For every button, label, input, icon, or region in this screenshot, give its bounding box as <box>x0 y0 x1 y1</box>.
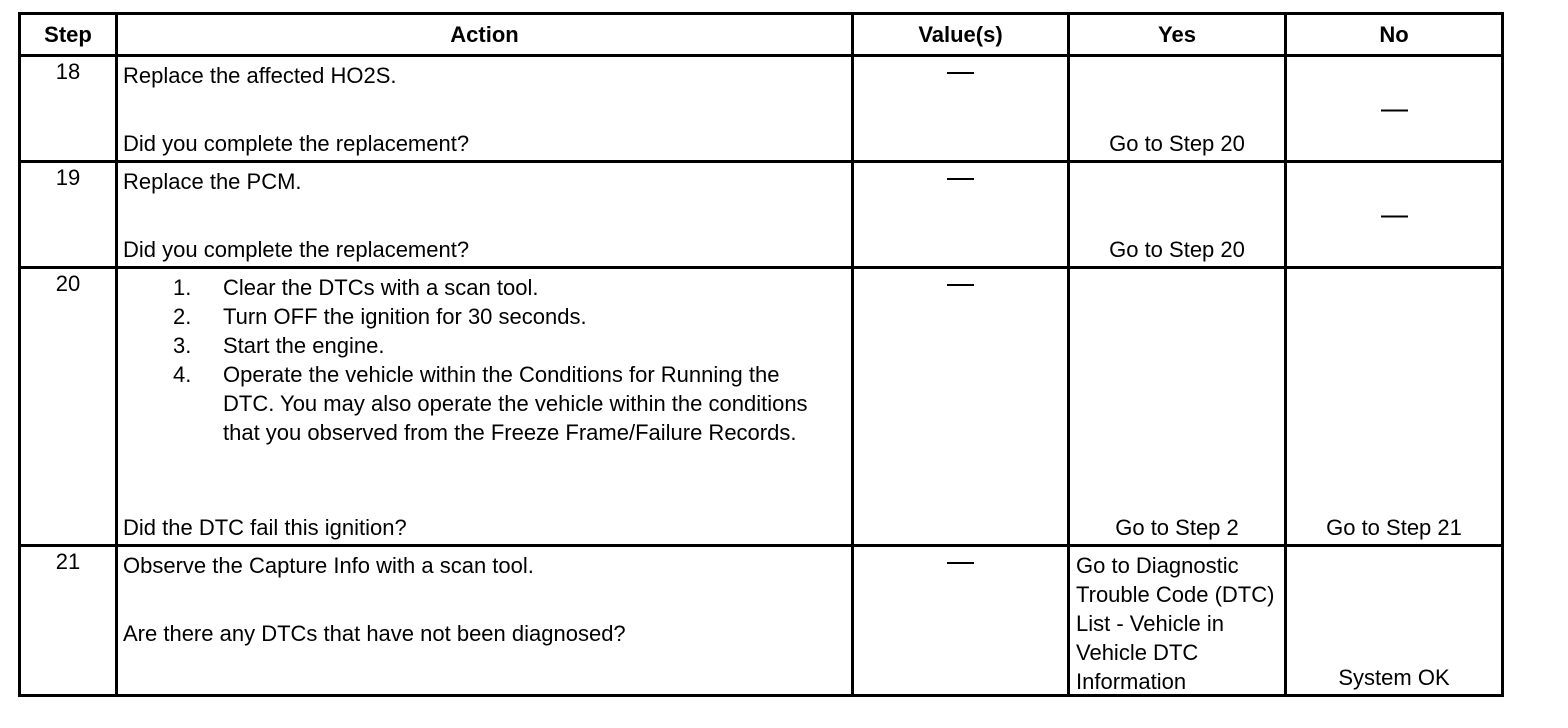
diagnostic-table <box>18 12 1504 697</box>
list-item: 1. Clear the DTCs with a scan tool. <box>173 275 539 300</box>
header-row <box>20 14 1503 56</box>
header-no: No <box>1286 14 1503 56</box>
header-values: Value(s) <box>853 14 1069 56</box>
yes-cell <box>1069 546 1286 696</box>
dash-mark <box>1381 215 1408 217</box>
table-row <box>20 268 1503 546</box>
value-cell <box>853 546 1069 696</box>
yes-result: Go to Diagnostic Trouble Code (DTC) List - Vehicle in Vehicle DTC Information <box>1076 553 1275 694</box>
step-number: 20 <box>20 268 117 546</box>
yes-cell <box>1069 162 1286 268</box>
action-cell <box>117 162 853 268</box>
step-number: 19 <box>20 162 117 268</box>
table-row <box>20 56 1503 162</box>
value-cell <box>853 162 1069 268</box>
action-question: Did the DTC fail this ignition? <box>123 515 407 540</box>
yes-cell <box>1069 56 1286 162</box>
action-list-wrap <box>123 273 847 447</box>
action-question: Did you complete the replacement? <box>123 131 470 156</box>
no-result: Go to Step 21 <box>1326 515 1462 540</box>
action-text: Replace the affected HO2S. <box>123 63 397 88</box>
no-cell <box>1286 546 1503 696</box>
dash-mark <box>947 72 974 74</box>
action-list <box>123 273 847 447</box>
yes-result: Go to Step 20 <box>1109 237 1245 262</box>
dash-mark <box>1381 109 1408 111</box>
no-cell <box>1286 56 1503 162</box>
yes-result: Go to Step 2 <box>1115 515 1239 540</box>
dash-mark <box>947 562 974 564</box>
list-item: 2. Turn OFF the ignition for 30 seconds. <box>173 304 587 329</box>
no-result: System OK <box>1338 665 1450 690</box>
yes-cell <box>1069 268 1286 546</box>
action-cell <box>117 546 853 696</box>
no-result <box>1287 94 1501 123</box>
action-text: Observe the Capture Info with a scan tool. <box>123 553 534 578</box>
action-cell <box>117 56 853 162</box>
action-question: Did you complete the replacement? <box>123 237 470 262</box>
list-item: 3. Start the engine. <box>173 333 385 358</box>
no-cell <box>1286 162 1503 268</box>
table-row <box>20 162 1503 268</box>
dash-mark <box>947 284 974 286</box>
header-step: Step <box>20 14 117 56</box>
action-cell <box>117 268 853 546</box>
dash-mark <box>947 178 974 180</box>
step-number: 21 <box>20 546 117 696</box>
table-row <box>20 546 1503 696</box>
yes-result: Go to Step 20 <box>1109 131 1245 156</box>
header-yes: Yes <box>1069 14 1286 56</box>
no-result <box>1287 200 1501 229</box>
action-text: Replace the PCM. <box>123 169 302 194</box>
list-item: 4. Operate the vehicle within the Conditions for Running the DTC. You may also operate the vehicle within the conditions that you observed from the Freeze Frame/Failure Records. <box>173 362 808 445</box>
no-cell <box>1286 268 1503 546</box>
value-cell <box>853 268 1069 546</box>
step-number: 18 <box>20 56 117 162</box>
value-cell <box>853 56 1069 162</box>
action-question: Are there any DTCs that have not been diagnosed? <box>123 621 626 646</box>
header-action: Action <box>117 14 853 56</box>
